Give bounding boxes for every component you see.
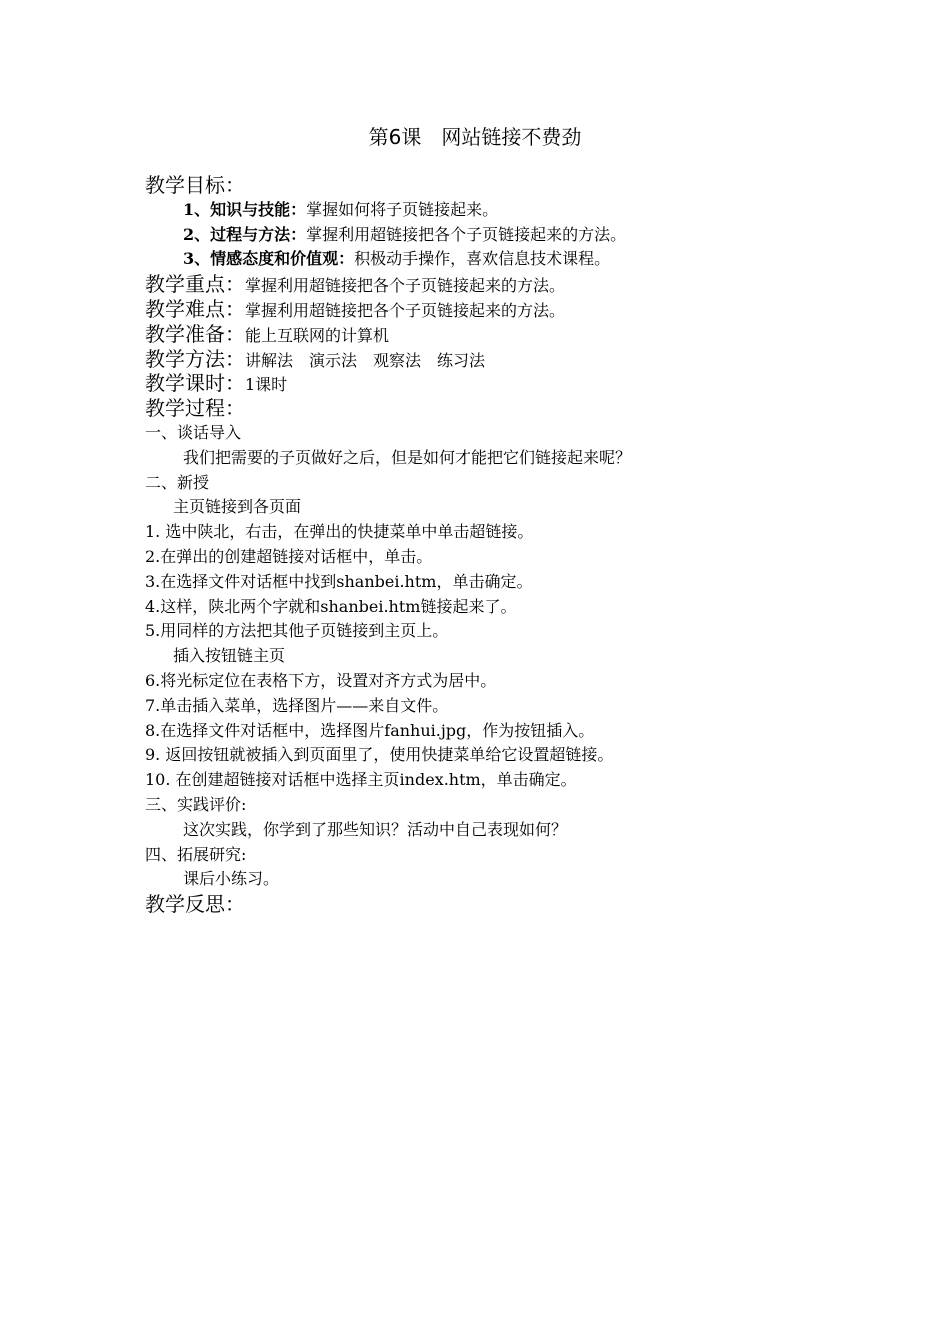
objective-text: 掌握利用超链接把各个子页链接起来的方法。 <box>306 224 627 244</box>
step-item: 7.单击插入菜单，选择图片——来自文件。 <box>145 695 449 715</box>
step-item: 9. 返回按钮就被插入到页面里了，使用快捷菜单给它设置超链接。 <box>145 745 614 765</box>
methods-text: 讲解法 演示法 观察法 练习法 <box>245 350 486 370</box>
objective-item <box>145 198 845 223</box>
difficulty-label: 教学难点： <box>145 296 245 321</box>
section-title: 三、实践评价: <box>145 794 247 814</box>
step-item: 6.将光标定位在表格下方，设置对齐方式为居中。 <box>145 670 497 690</box>
objective-label: 情感态度和价值观： <box>210 249 355 269</box>
objectives-heading: 教学目标： <box>145 173 245 197</box>
objective-number: 3、 <box>183 249 211 269</box>
step-item: 10. 在创建超链接对话框中选择主页index.htm，单击确定。 <box>145 770 577 790</box>
section-title: 二、新授 <box>145 472 210 492</box>
section-text: 课后小练习。 <box>183 869 280 889</box>
key-point-label: 教学重点： <box>145 272 245 297</box>
key-point-text: 掌握利用超链接把各个子页链接起来的方法。 <box>245 276 566 296</box>
step-item: 1. 选中陕北，右击，在弹出的快捷菜单中单击超链接。 <box>145 522 534 542</box>
difficulty-row <box>145 297 845 322</box>
section-text: 这次实践，你学到了那些知识？活动中自己表现如何？ <box>183 819 568 839</box>
reflection-heading: 教学反思： <box>145 892 245 917</box>
methods-row <box>145 347 845 372</box>
step-item: 8.在选择文件对话框中，选择图片fanhui.jpg，作为按钮插入。 <box>145 720 595 740</box>
objective-label: 过程与方法： <box>210 224 307 244</box>
lesson-title: 第6课 网站链接不费劲 <box>368 125 582 149</box>
preparation-label: 教学准备： <box>145 321 245 346</box>
objective-text: 掌握如何将子页链接起来。 <box>306 199 499 219</box>
preparation-text: 能上互联网的计算机 <box>245 325 390 345</box>
objective-number: 2、 <box>183 224 211 244</box>
step-item: 3.在选择文件对话框中找到shanbei.htm，单击确定。 <box>145 571 533 591</box>
objective-label: 知识与技能： <box>210 199 307 219</box>
section-title: 四、拓展研究: <box>145 844 247 864</box>
step-item: 2.在弹出的创建超链接对话框中，单击。 <box>145 546 433 566</box>
process-heading: 教学过程： <box>145 396 245 421</box>
objective-number: 1、 <box>183 199 211 219</box>
difficulty-text: 掌握利用超链接把各个子页链接起来的方法。 <box>245 300 566 320</box>
section-title: 一、谈话导入 <box>145 422 242 442</box>
key-point-row <box>145 272 845 297</box>
hours-row <box>145 371 845 396</box>
hours-label: 教学课时： <box>145 371 245 396</box>
objective-item <box>145 223 845 248</box>
objective-text: 积极动手操作，喜欢信息技术课程。 <box>354 249 611 269</box>
subsection-title: 主页链接到各页面 <box>173 497 302 517</box>
objective-item <box>145 247 845 272</box>
step-item: 4.这样，陕北两个字就和shanbei.htm链接起来了。 <box>145 596 517 616</box>
subsection-title: 插入按钮链主页 <box>173 646 286 666</box>
lesson-content <box>145 173 845 917</box>
section-text: 我们把需要的子页做好之后，但是如何才能把它们链接起来呢？ <box>183 447 632 467</box>
hours-text: 1课时 <box>245 375 288 395</box>
step-item: 5.用同样的方法把其他子页链接到主页上。 <box>145 621 449 641</box>
preparation-row <box>145 322 845 347</box>
methods-label: 教学方法： <box>145 346 245 371</box>
